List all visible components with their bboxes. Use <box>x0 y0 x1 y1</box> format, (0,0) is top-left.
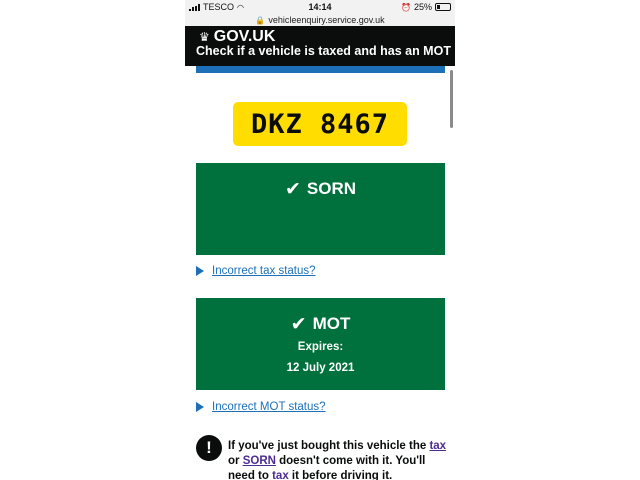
govuk-logo[interactable] <box>199 29 275 45</box>
crown-icon: ♛ <box>199 30 210 44</box>
warning-text-part: it before driving it. <box>288 470 393 480</box>
status-bar <box>185 0 455 14</box>
exclamation-icon: ! <box>196 435 222 461</box>
logo-text: GOV.UK <box>213 28 276 45</box>
alarm-icon: ⏰ <box>401 2 411 12</box>
service-name[interactable]: Check if a vehicle is taxed and has an MOT <box>196 44 451 58</box>
url-text: vehicleenquiry.service.gov.uk <box>268 15 385 25</box>
triangle-right-icon <box>196 402 204 412</box>
battery-group <box>401 2 451 12</box>
phone-screen <box>185 0 455 480</box>
carrier-name: TESCO <box>203 2 235 12</box>
tax-status-title <box>196 179 445 199</box>
incorrect-mot-link[interactable]: Incorrect MOT status? <box>212 401 326 413</box>
tax-details-toggle[interactable] <box>196 265 316 277</box>
mot-expires-label: Expires: <box>297 341 344 353</box>
warning-text-part: If you've just bought this vehicle the <box>228 440 430 452</box>
wifi-icon: ◠ <box>237 2 244 12</box>
mot-status-text: MOT <box>312 314 351 333</box>
header-blue-bar <box>196 66 445 73</box>
status-time: 14:14 <box>308 2 332 12</box>
warning-message <box>228 439 450 480</box>
warning-text-part: doesn't come with it. You'll need to <box>228 455 426 480</box>
tax-status-panel <box>196 163 445 255</box>
mot-status-panel <box>196 298 445 390</box>
mot-details-toggle[interactable] <box>196 401 326 413</box>
tax-link[interactable]: tax <box>429 440 447 452</box>
lock-icon: 🔒 <box>255 15 266 25</box>
registration-plate: DKZ 8467 <box>233 102 407 146</box>
tax-link-2[interactable]: tax <box>272 470 289 480</box>
check-icon: ✔ <box>290 313 307 335</box>
triangle-right-icon <box>196 266 204 276</box>
scrollbar-thumb[interactable] <box>450 70 453 128</box>
site-header <box>185 26 455 66</box>
tax-status-text: SORN <box>306 179 357 198</box>
sorn-link[interactable]: SORN <box>242 455 276 467</box>
address-bar[interactable] <box>185 14 455 26</box>
mot-status-title <box>196 314 445 334</box>
battery-percent: 25% <box>413 2 432 12</box>
battery-icon <box>435 3 451 11</box>
check-icon: ✔ <box>284 178 301 200</box>
incorrect-tax-link[interactable]: Incorrect tax status? <box>212 265 316 277</box>
warning-text-part: or <box>228 455 243 467</box>
mot-expires-date: 12 July 2021 <box>286 362 355 374</box>
